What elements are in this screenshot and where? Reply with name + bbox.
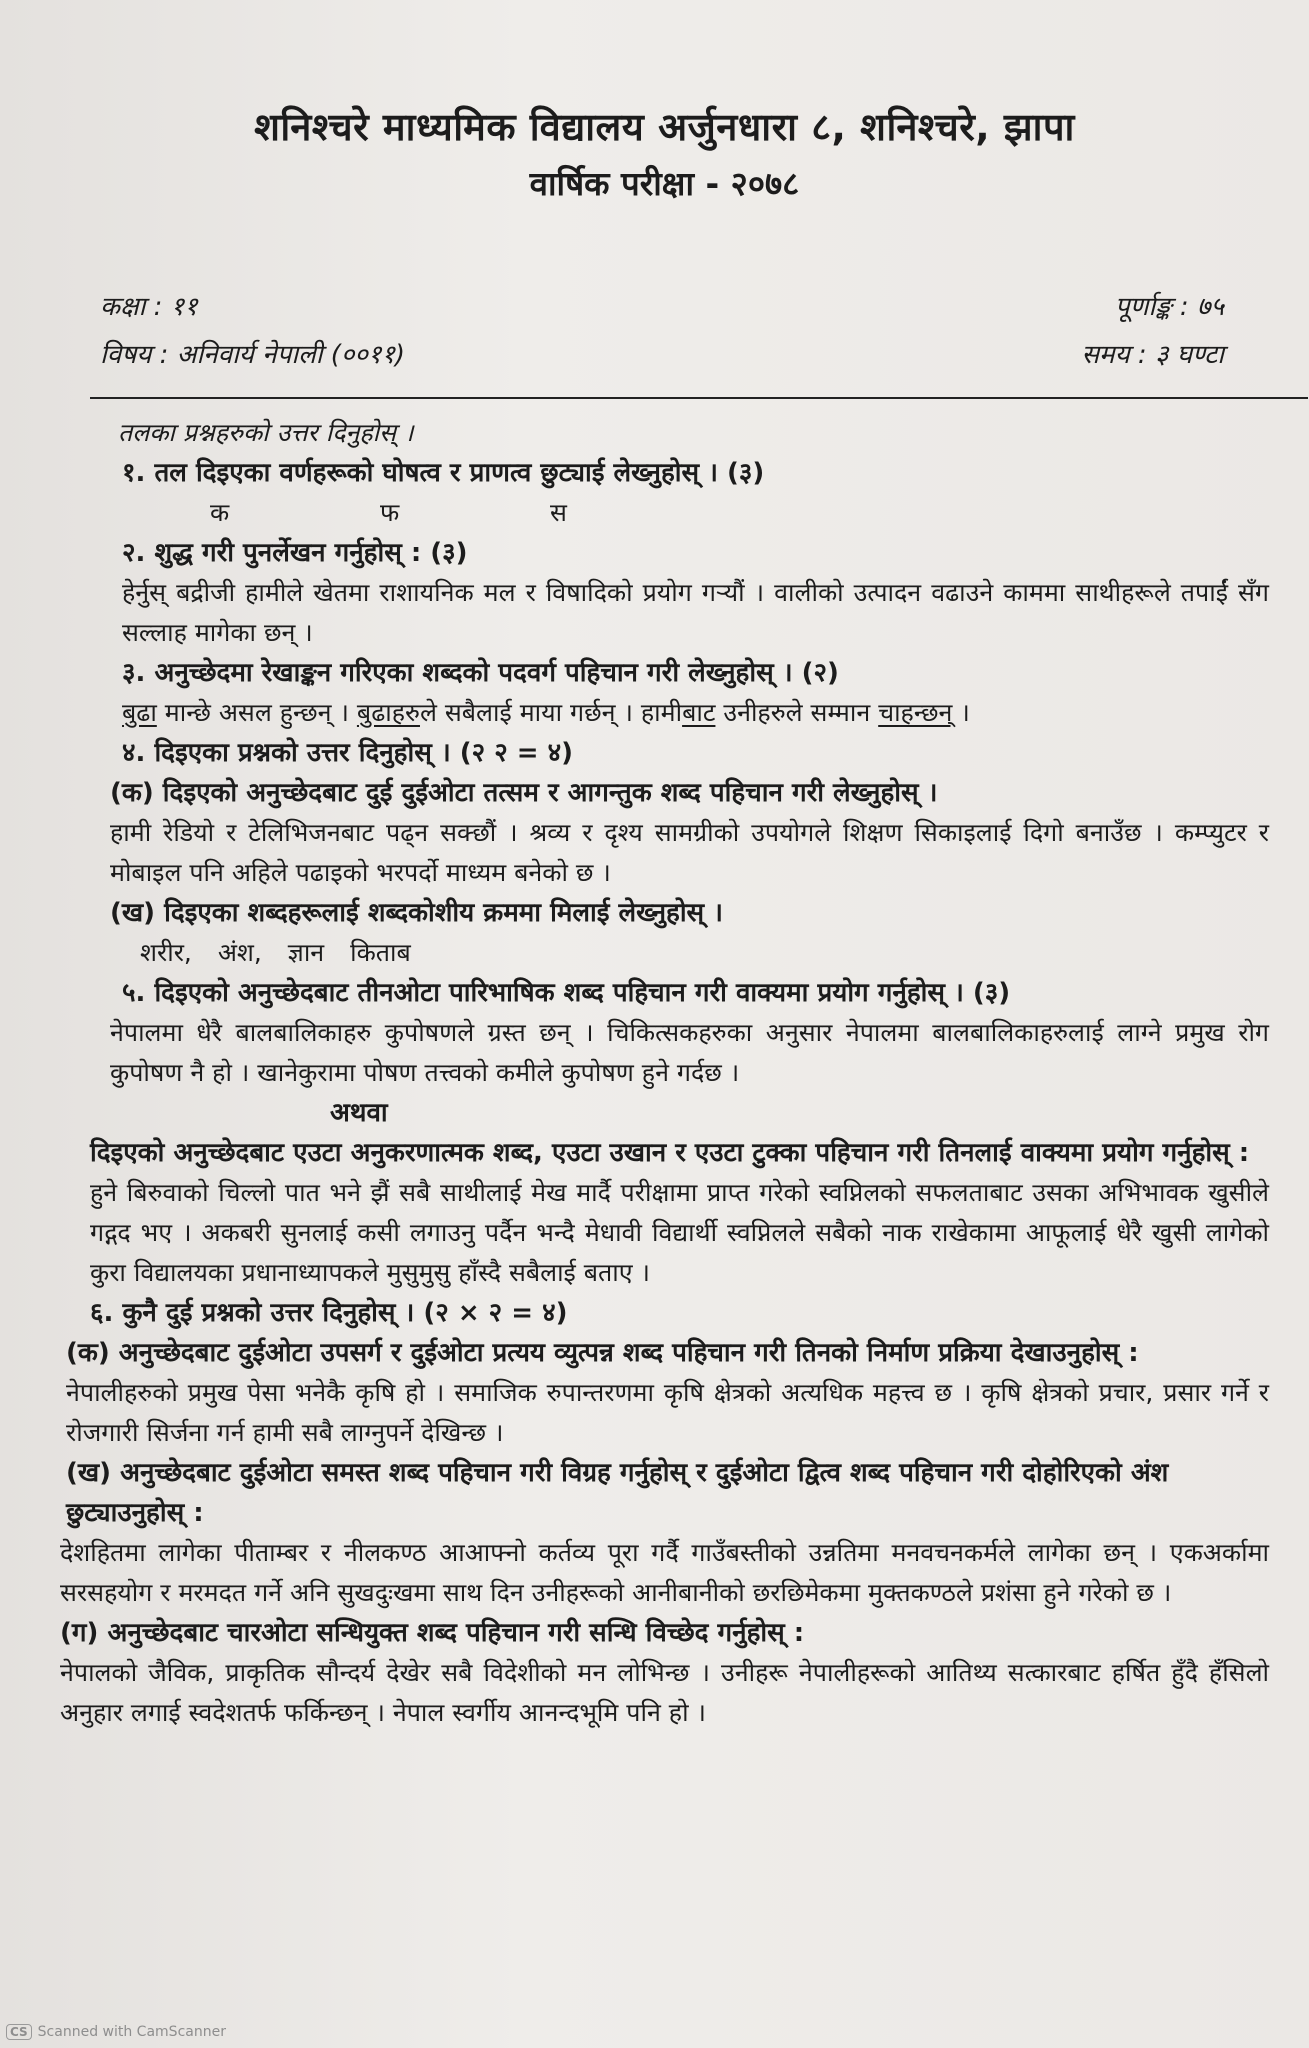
school-name: शनिश्चरे माध्यमिक विद्यालय अर्जुनधारा ८, शनिश्चरे, झापा: [254, 105, 1075, 149]
q3-text-part: उनीहरुले सम्मान: [715, 698, 879, 727]
q6c-text: नेपालको जैविक, प्राकृतिक सौन्दर्य देखेर सबै विदेशीको मन लोभिन्छ । उनीहरू नेपालीहरूको आतिथ्य सत्कारबाट हर्षित हुँदै हँसिलो अनुहार लगाई स्वदेशतर्फ फर्किन्छन् । नेपाल स्वर्गीय आनन्दभूमि पनि हो ।: [60, 1658, 1269, 1727]
class-label: कक्षा : ११: [100, 292, 198, 322]
q1-title: १. तल दिइएका वर्णहरूको घोषत्व र प्राणत्व छुट्याई लेख्नुहोस् । (३): [122, 458, 765, 488]
q6a-text: नेपालीहरुको प्रमुख पेसा भनेकै कृषि हो । समाजिक रुपान्तरणमा कृषि क्षेत्रको अत्यधिक महत्त्व छ । कृषि क्षेत्रको प्रचार, प्रसार गर्ने र रोजगारी सिर्जना गर्न हामी सबै लाग्नुपर्ने देखिन्छ ।: [66, 1378, 1269, 1447]
instruction: तलका प्रश्नहरुको उत्तर दिनुहोस् ।: [118, 418, 414, 447]
q6-title: ६. कुनै दुई प्रश्नको उत्तर दिनुहोस् । (२ × २ = ४): [90, 1298, 568, 1328]
header-divider: [90, 397, 1308, 399]
q6b-text: देशहितमा लागेका पीताम्बर र नीलकण्ठ आआफ्नो कर्तव्य पूरा गर्दै गाउँबस्तीको उन्नतिमा मनवचनकर्मले लागेका छन् । एकअर्कामा सरसहयोग र मरमदत गर्ने अनि सुखदुःखमा साथ दिन उनीहरूको आनीबानीको छरछिमेकमा मुक्तकण्ठले प्रशंसा हुने गरेको छ ।: [60, 1538, 1269, 1607]
q6a-title: (क) अनुच्छेदबाट दुईओटा उपसर्ग र दुईओटा प्रत्यय व्युत्पन्न शब्द पहिचान गरी तिनको निर्माण प्रक्रिया देखाउनुहोस् :: [66, 1338, 1139, 1368]
questions: [60, 413, 1269, 1733]
subject-label: विषय : अनिवार्य नेपाली (००११): [100, 340, 406, 370]
q3-underlined-word: बुढाहरु: [356, 698, 420, 727]
q4b-words: शरीर, अंश, ज्ञान किताब: [140, 938, 411, 967]
q6c-title: (ग) अनुच्छेदबाट चारओटा सन्धियुक्त शब्द पहिचान गरी सन्धि विच्छेद गर्नुहोस् :: [60, 1618, 805, 1648]
q2-text: हेर्नुस् बद्रीजी हामीले खेतमा राशायनिक मल र विषादिको प्रयोग गर्‍यौं । वालीको उत्पादन वढाउने काममा साथीहरूले तपाईं सँग सल्लाह मागेका छन् ।: [122, 578, 1269, 647]
q4a-text: हामी रेडियो र टेलिभिजनबाट पढ्न सक्छौं । श्रव्य र दृश्य सामग्रीको उपयोगले शिक्षण सिकाइलाई दिगो बनाउँछ । कम्प्युटर र मोबाइल पनि अहिले पढाइको भरपर्दो माध्यम बनेको छ ।: [110, 818, 1269, 887]
q1-letters: [210, 493, 1269, 533]
q5-alt-text: हुने बिरुवाको चिल्लो पात भने झैं सबै साथीलाई मेख मार्दै परीक्षामा प्राप्त गरेको स्वप्निलको सफलताबाट उसका अभिभावक खुसीले गद्गद भए । अकबरी सुनलाई कसी लगाउनु पर्दैन भन्दै मेधावी विद्यार्थी स्वप्निलले सबैको नाक राखेकामा आफूलाई धेरै खुसी लागेको कुरा विद्यालयका प्रधानाध्यापकले मुसुमुसु हाँस्दै सबैलाई बताए ।: [90, 1178, 1269, 1287]
q3-underlined-word: बाट: [682, 698, 716, 727]
q1-letter: फ: [380, 498, 400, 527]
q6b-title: (ख) अनुच्छेदबाट दुईओटा समस्त शब्द पहिचान गरी विग्रह गर्नुहोस् र दुईओटा द्वित्व शब्द पहिचान गरी दोहोरिएको अंश छुट्याउनुहोस् :: [66, 1458, 1169, 1528]
q5-title: ५. दिइएको अनुच्छेदबाट तीनओटा पारिभाषिक शब्द पहिचान गरी वाक्यमा प्रयोग गर्नुहोस् । (३): [122, 978, 1011, 1008]
q3-text-part: मान्छे असल हुन्छन् ।: [156, 698, 357, 727]
q3-underlined-word: चाहन्छन्: [878, 698, 953, 727]
q3-text-part: ।: [952, 698, 970, 727]
q3-title: ३. अनुच्छेदमा रेखाङ्कन गरिएका शब्दको पदवर्ग पहिचान गरी लेख्नुहोस् । (२): [122, 658, 839, 688]
q3-text-part: ले सबैलाई माया गर्छन् । हामी: [419, 698, 683, 727]
q4-title: ४. दिइएका प्रश्नको उत्तर दिनुहोस् । (२ २ = ४): [122, 738, 574, 768]
exam-title: वार्षिक परीक्षा - २०७८: [529, 164, 800, 203]
q5-text: नेपालमा धेरै बालबालिकाहरु कुपोषणले ग्रस्त छन् । चिकित्सकहरुका अनुसार नेपालमा बालबालिकाहरुलाई लाग्ने प्रमुख रोग कुपोषण नै हो । खानेकुरामा पोषण तत्त्वको कमीले कुपोषण हुने गर्दछ ।: [110, 1018, 1269, 1087]
camscanner-logo-icon: CS: [6, 2024, 32, 2040]
exam-header: [60, 100, 1269, 205]
q3-text: [122, 693, 1269, 733]
watermark-text: Scanned with CamScanner: [37, 2024, 226, 2040]
time-label: समय : ३ घण्टा: [1081, 340, 1224, 370]
q3-underlined-word: बुढा: [122, 698, 157, 727]
meta-row-subject: [60, 335, 1269, 371]
scanner-watermark: [6, 2024, 226, 2040]
q5-or: अथवा: [330, 1098, 388, 1128]
q2-title: २. शुद्ध गरी पुनर्लेखन गर्नुहोस् : (३): [122, 538, 468, 568]
q1-letter: क: [210, 498, 230, 527]
full-marks-label: पूर्णाङ्क : ७५: [1114, 292, 1224, 322]
q4a-title: (क) दिइएको अनुच्छेदबाट दुई दुईओटा तत्सम र आगन्तुक शब्द पहिचान गरी लेख्नुहोस् ।: [110, 778, 938, 808]
meta-row-class: [60, 287, 1269, 323]
q5-alt-title: दिइएको अनुच्छेदबाट एउटा अनुकरणात्मक शब्द, एउटा उखान र एउटा टुक्का पहिचान गरी तिनलाई वाक्यमा प्रयोग गर्नुहोस् :: [90, 1138, 1250, 1168]
q4b-title: (ख) दिइएका शब्दहरूलाई शब्दकोशीय क्रममा मिलाई लेख्नुहोस् ।: [110, 898, 724, 928]
q1-letter: स: [550, 498, 567, 527]
